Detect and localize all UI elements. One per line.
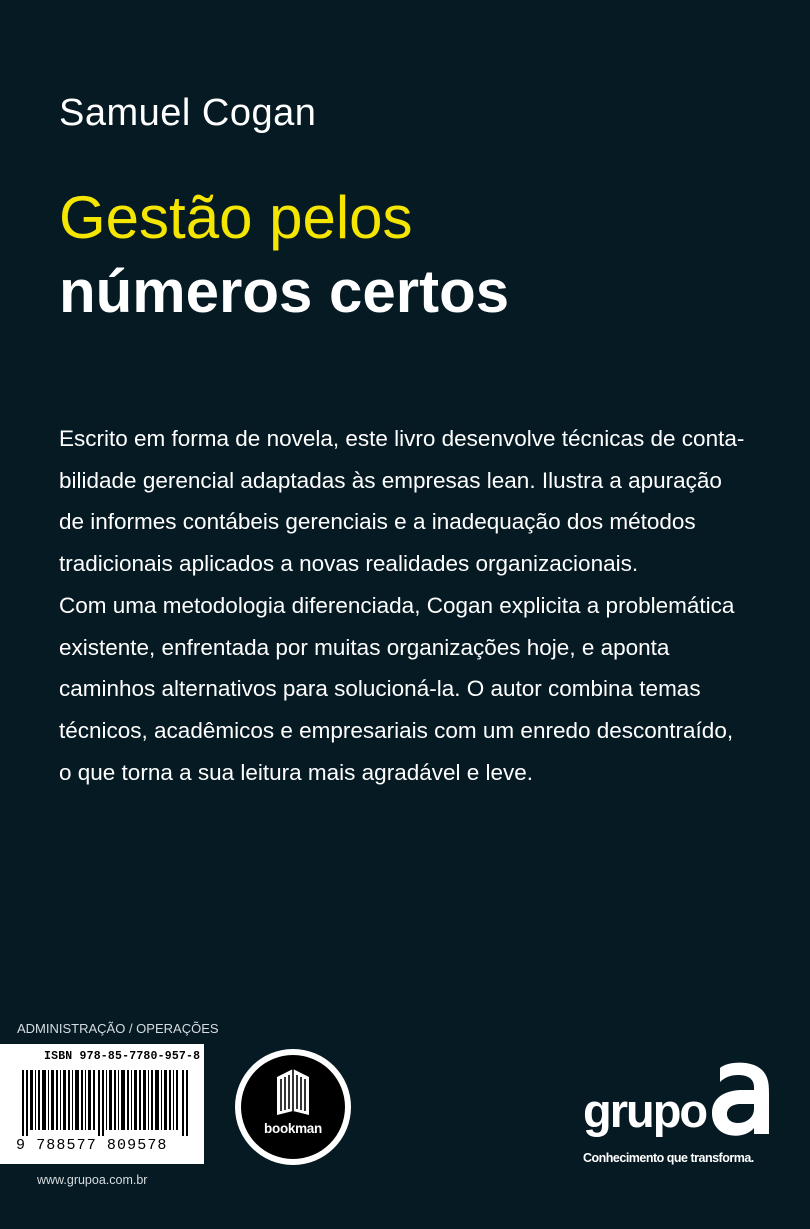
- grupo-a-logo: [583, 1060, 783, 1170]
- title-line-1: Gestão pelos: [59, 184, 413, 251]
- description-line: o que torna a sua leitura mais agradável e leve.: [59, 759, 534, 785]
- description-line: Com uma metodologia diferenciada, Cogan explicita a problemática: [59, 592, 735, 618]
- category-label: ADMINISTRAÇÃO / OPERAÇÕES: [17, 1021, 219, 1036]
- description-line: caminhos alternativos para solucioná-la. O autor combina temas: [59, 676, 701, 702]
- description-line: bilidade gerencial adaptadas às empresas lean. Ilustra a apuração: [59, 467, 722, 493]
- back-cover-description: [59, 418, 759, 793]
- author-name: Samuel Cogan: [59, 92, 317, 134]
- isbn-text: ISBN 978-85-7780-957-8: [44, 1050, 201, 1063]
- barcode-bars-icon: [20, 1070, 192, 1136]
- description-line: tradicionais aplicados a novas realidades organizacionais.: [59, 551, 639, 577]
- description-line: de informes contábeis gerenciais e a inadequação dos métodos: [59, 509, 696, 535]
- letter-a-logo-icon: [708, 1060, 774, 1140]
- website-link[interactable]: www.grupoa.com.br: [37, 1173, 148, 1187]
- description-line: existente, enfrentada por muitas organizações hoje, e aponta: [59, 634, 670, 660]
- bookman-book-icon: [233, 1047, 353, 1167]
- description-line: técnicos, acadêmicos e empresariais com um enredo descontraído,: [59, 717, 734, 743]
- bookman-label: bookman: [264, 1121, 322, 1136]
- description-line: Escrito em forma de novela, este livro desenvolve técnicas de conta-: [59, 426, 745, 451]
- bookman-logo: [233, 1047, 353, 1167]
- title-line-2: números certos: [59, 258, 510, 325]
- grupo-word: grupo: [583, 1084, 707, 1137]
- isbn-barcode: [0, 1044, 204, 1164]
- grupo-tagline: Conhecimento que transforma.: [583, 1151, 754, 1165]
- barcode-digits: 9 788577 809578: [16, 1137, 168, 1154]
